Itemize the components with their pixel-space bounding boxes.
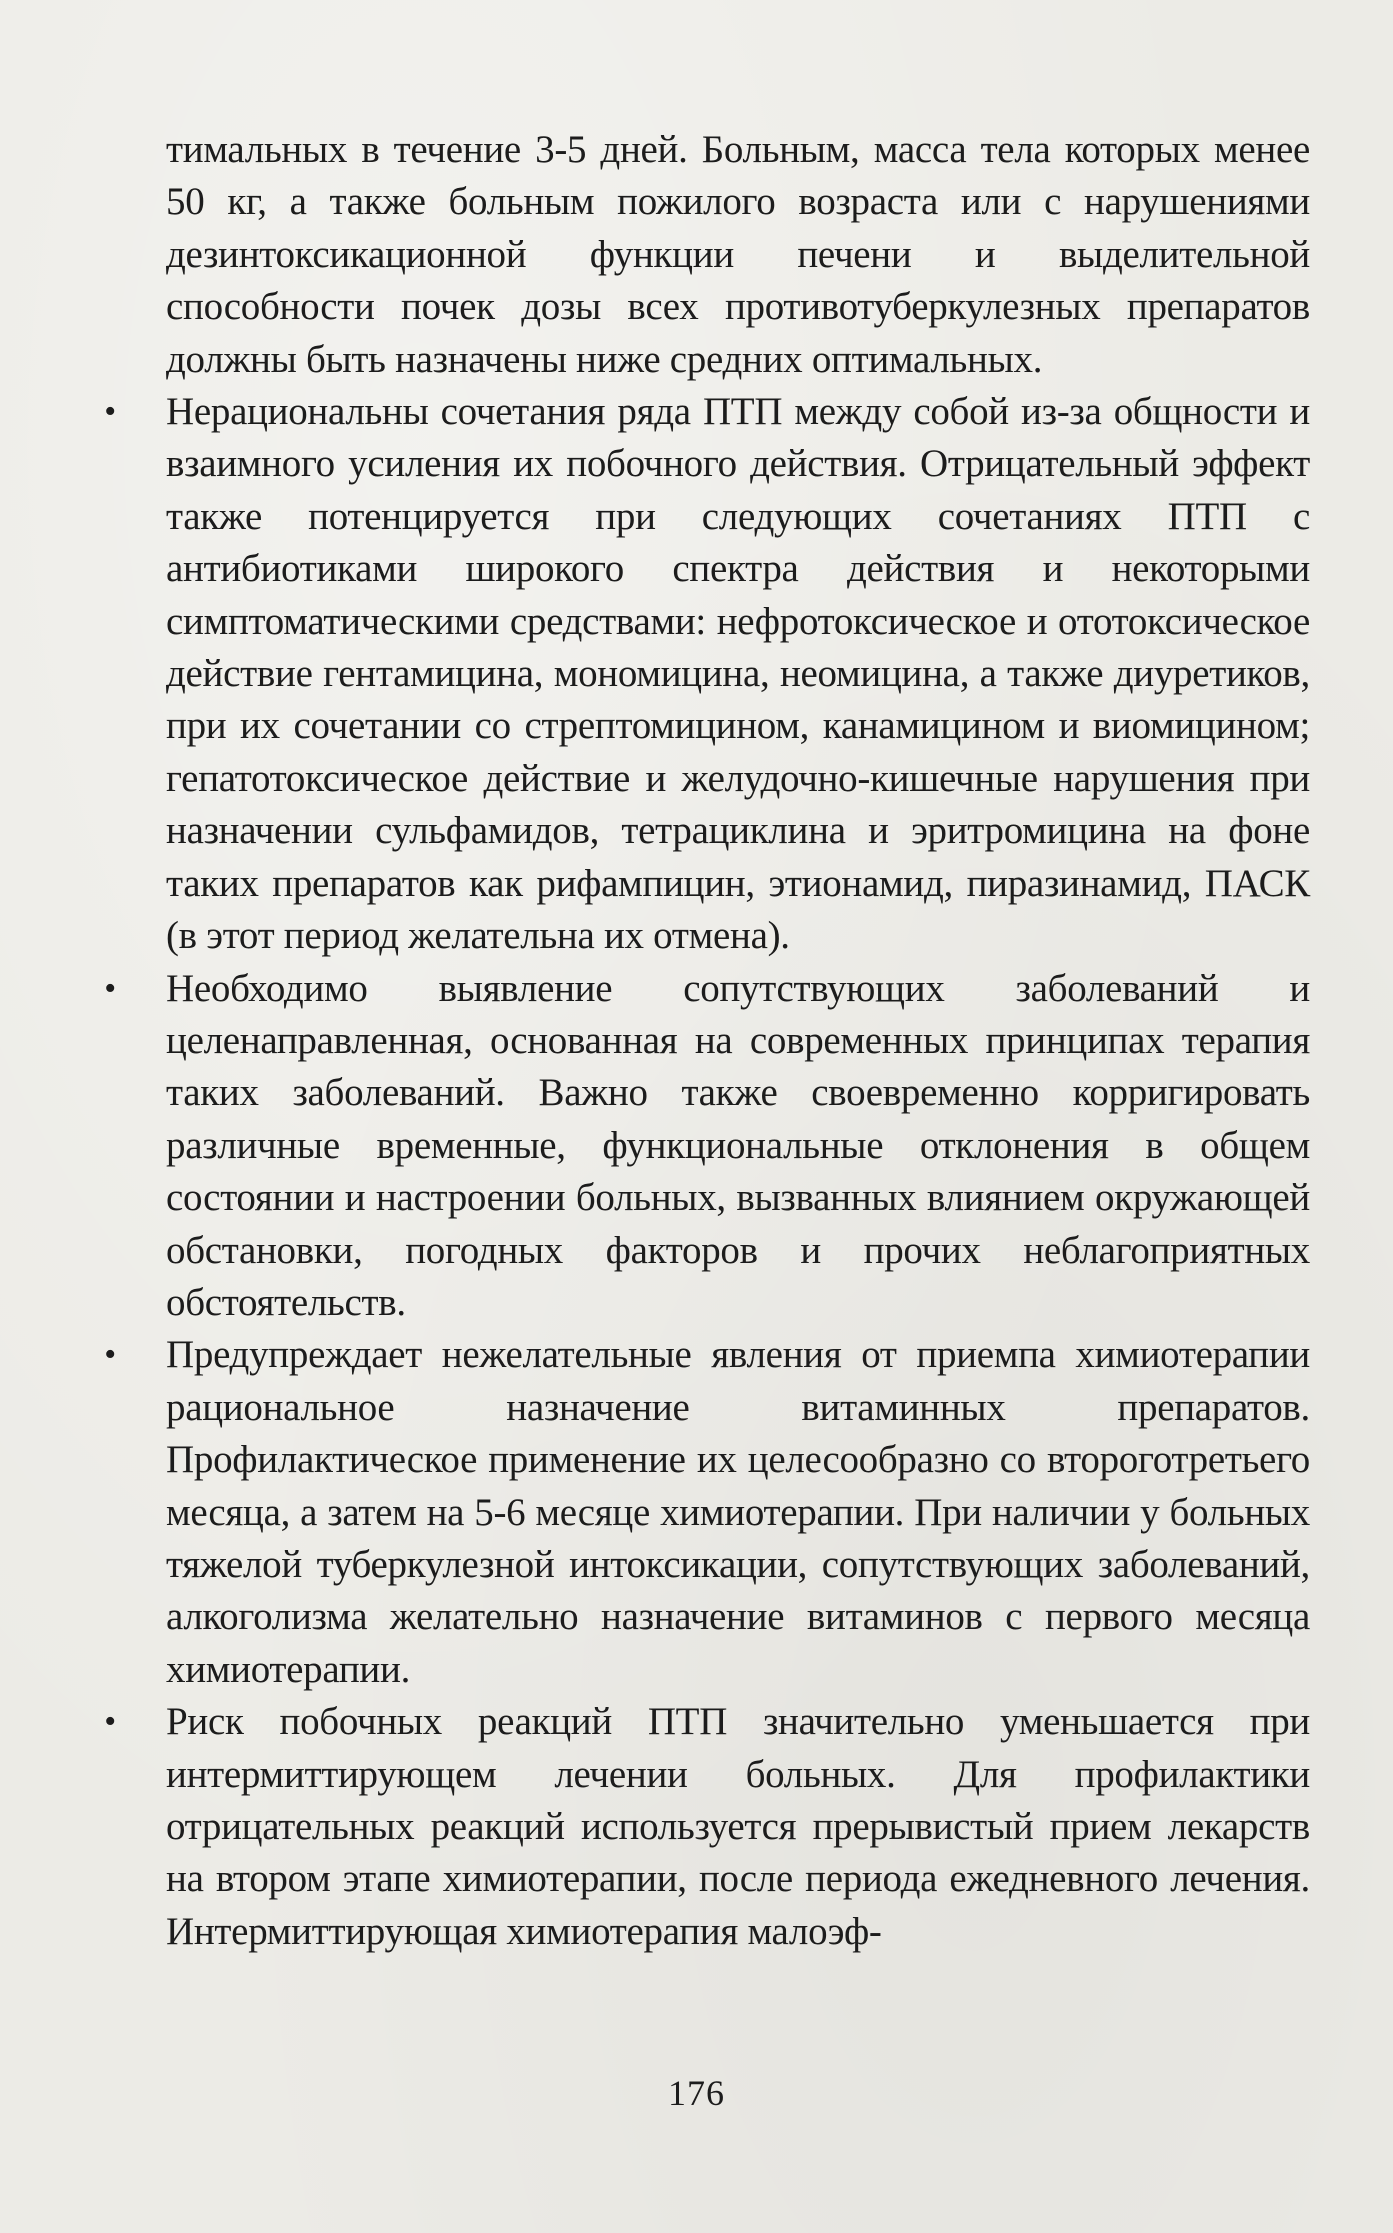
page-number: 176 <box>668 2073 725 2113</box>
bullet-text: Предупреждает нежелательные явления от приемпа химиотерапии рациональное назначение витаминных препаратов. Профилактическое применение их целесообразно со второготретьего месяца, а затем на 5-6 месяце химиотерапии. При наличии у больных тяжелой туберкулезной интоксикации, сопутствующих заболеваний, алкоголизма желательно назначение витаминов с первого месяца химиотерапии. <box>166 1333 1310 1691</box>
bullet-item-2 <box>104 963 1310 1330</box>
bullet-item-1 <box>104 386 1310 962</box>
page-body-text <box>104 124 1310 1958</box>
bullet-item-4 <box>104 1696 1310 1958</box>
bullet-icon: • <box>104 1336 116 1374</box>
bullet-item-3 <box>104 1329 1310 1696</box>
bullet-text: Необходимо выявление сопутствующих заболеваний и целенаправленная, основанная на современных принципах терапия таких заболеваний. Важно также своевременно корригировать различные временные, функциональные отклонения в общем состоянии и настроении больных, вызванных влиянием окружающей обстановки, погодных факторов и прочих неблагоприятных обстоятельств. <box>166 966 1310 1324</box>
bullet-icon: • <box>104 1703 116 1741</box>
bullet-icon: • <box>104 969 116 1007</box>
bullet-icon: • <box>104 393 116 431</box>
bullet-text: Риск побочных реакций ПТП значительно уменьшается при интермиттирующем лечении больных. Для профилактики отрицательных реакций используется прерывистый прием лекарств на втором этапе химиотерапии, после периода ежедневного лечения. Интермиттирующая химиотерапия малоэф- <box>166 1700 1310 1953</box>
intro-paragraph: тимальных в течение 3-5 дней. Больным, масса тела которых менее 50 кг, а также больным пожилого возраста или с нарушениями дезинтоксикационной функции печени и выделительной способности почек дозы всех противотуберкулезных препаратов должны быть назначены ниже средних оптимальных. <box>166 128 1310 381</box>
bullet-text: Нерациональны сочетания ряда ПТП между собой из-за общности и взаимного усиления их побочного действия. Отрицательный эффект также потенцируется при следующих сочетаниях ПТП с антибиотиками широкого спектра действия и некоторыми симптоматическими средствами: нефротоксическое и ототоксическое действие гентамицина, мономицина, неомицина, а также диуретиков, при их сочетании со стрептомицином, канамицином и виомицином; гепатотоксическое действие и желудочно-кишечные нарушения при назначении сульфамидов, тетрациклина и эритромицина на фоне таких препаратов как рифампицин, этионамид, пиразинамид, ПАСК (в этот период желательна их отмена). <box>166 390 1310 958</box>
